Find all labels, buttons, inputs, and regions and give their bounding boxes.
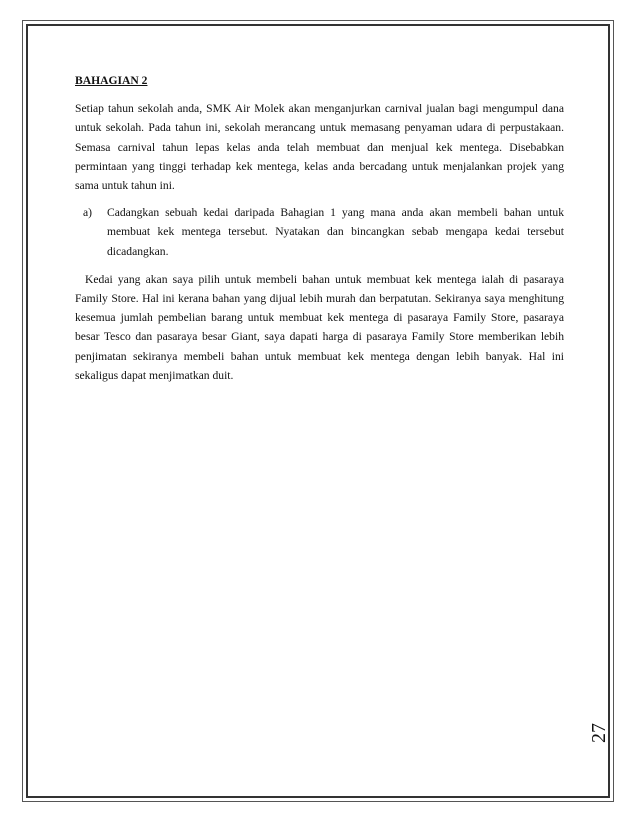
section-heading: BAHAGIAN 2 bbox=[75, 74, 148, 87]
question-item bbox=[83, 203, 564, 261]
intro-paragraph: Setiap tahun sekolah anda, SMK Air Molek akan menganjurkan carnival jualan bagi mengumpul dana untuk sekolah. Pada tahun ini, sekolah merancang untuk memasang penyaman udara di perpustakaan. Semasa carnival tahun lepas kelas anda telah membuat dan menjual kek mentega. Disebabkan permintaan yang tinggi terhadap kek mentega, kelas anda bercadang untuk menjalankan projek yang sama untuk tahun ini. bbox=[75, 102, 564, 193]
question-label: a) bbox=[83, 206, 93, 220]
question-text: Cadangkan sebuah kedai daripada Bahagian 1 yang mana anda akan membeli bahan untuk membuat kek mentega tersebut. Nyatakan dan bincangkan sebab mengapa kedai tersebut dicadangkan. bbox=[107, 206, 564, 258]
answer-paragraph: Kedai yang akan saya pilih untuk membeli bahan untuk membuat kek mentega ialah di pasaraya Family Store. Hal ini kerana bahan yang dijual lebih murah dan berpatutan. Sekiranya saya menghitung kesemua jumlah pembelian barang untuk membuat kek mentega di pasaraya Family Store, pasaraya besar Tesco dan pasaraya besar Giant, saya dapati harga di pasaraya Family Store memberikan lebih penjimatan sekiranya membeli bahan untuk membuat kek mentega dengan lebih banyak. Hal ini sekaligus dapat menjimatkan duit. bbox=[75, 272, 564, 382]
page-number: 27 bbox=[588, 723, 610, 743]
document-body bbox=[75, 71, 564, 385]
